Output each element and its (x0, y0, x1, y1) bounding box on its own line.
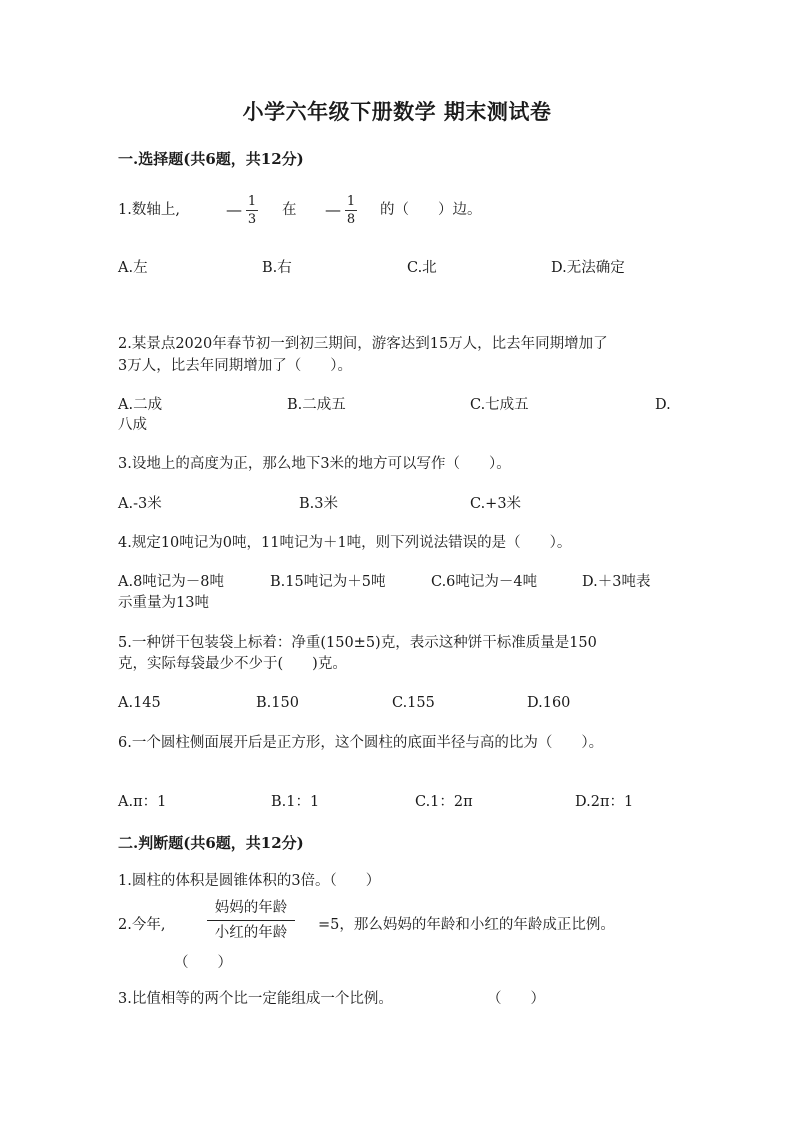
q2-option-a[interactable]: A.二成 (118, 397, 163, 413)
age-ratio-fraction (207, 898, 295, 943)
fraction-denominator: 8 (346, 212, 356, 227)
q1-option-b[interactable]: B.右 (262, 260, 292, 276)
q5-option-c[interactable]: C.155 (392, 695, 435, 711)
question-2-line1: 2.某景点2020年春节初一到初三期间，游客达到15万人，比去年同期增加了 (118, 336, 608, 352)
q2-option-b[interactable]: B.二成五 (287, 397, 346, 413)
q3-option-c[interactable]: C.+3米 (470, 496, 522, 512)
q2-option-d-wrap: 八成 (118, 417, 147, 433)
question-6-text: 6.一个圆柱侧面展开后是正方形，这个圆柱的底面半径与高的比为（ ）。 (118, 735, 604, 751)
fraction-numerator: 妈妈的年龄 (214, 900, 288, 916)
q4-option-d-wrap: 示重量为13吨 (118, 595, 209, 611)
page-title: 小学六年级下册数学 期末测试卷 (242, 99, 552, 124)
q2-option-d[interactable]: D. (655, 397, 671, 413)
question-3-text: 3.设地上的高度为正，那么地下3米的地方可以写作（ ）。 (118, 456, 511, 472)
question-2-line2: 3万人，比去年同期增加了（ ）。 (118, 358, 352, 374)
q1-option-a[interactable]: A.左 (118, 260, 148, 276)
fraction-numerator: 1 (346, 194, 356, 209)
q6-option-a[interactable]: A.π：1 (118, 794, 167, 810)
q5-option-a[interactable]: A.145 (118, 695, 161, 711)
judgement-2-prefix: 2.今年, (118, 917, 166, 933)
q2-option-c[interactable]: C.七成五 (470, 397, 529, 413)
section-heading-choice: 一.选择题(共6题，共12分) (118, 150, 304, 168)
judgement-2-answer-paren[interactable]: （ ） (174, 955, 232, 971)
q6-option-c[interactable]: C.1：2π (415, 794, 473, 810)
q5-option-b[interactable]: B.150 (256, 695, 299, 711)
q4-option-a[interactable]: A.8吨记为－8吨 (118, 574, 225, 590)
q6-option-b[interactable]: B.1：1 (271, 794, 320, 810)
fraction-denominator: 小红的年龄 (214, 925, 288, 941)
question-1-suffix: 的（ ）边。 (380, 202, 482, 218)
q1-option-d[interactable]: D.无法确定 (551, 260, 625, 276)
question-5-line1: 5.一种饼干包装袋上标着：净重(150±5)克，表示这种饼干标准质量是150 (118, 635, 597, 651)
section-heading-judgement: 二.判断题(共6题，共12分) (118, 834, 304, 852)
q3-option-a[interactable]: A.-3米 (118, 496, 162, 512)
q5-option-d[interactable]: D.160 (527, 695, 571, 711)
q6-option-d[interactable]: D.2π：1 (575, 794, 634, 810)
q3-option-b[interactable]: B.3米 (299, 496, 338, 512)
fraction-sign: — (325, 200, 341, 219)
q4-option-d[interactable]: D.＋3吨表 (582, 574, 651, 590)
q4-option-c[interactable]: C.6吨记为－4吨 (431, 574, 538, 590)
question-1-mid: 在 (282, 202, 297, 218)
fraction-numerator: 1 (247, 194, 257, 209)
q1-option-c[interactable]: C.北 (407, 260, 437, 276)
fraction-sign: — (226, 200, 242, 219)
judgement-3-answer-paren[interactable]: （ ） (487, 991, 545, 1007)
question-5-line2: 克，实际每袋最少不少于( )克。 (118, 656, 347, 672)
question-4-text: 4.规定10吨记为0吨，11吨记为＋1吨，则下列说法错误的是（ ）。 (118, 535, 572, 551)
fraction-denominator: 3 (247, 212, 257, 227)
q4-option-b[interactable]: B.15吨记为＋5吨 (270, 574, 386, 590)
fraction-one-eighth (345, 194, 357, 227)
judgement-1-text: 1.圆柱的体积是圆锥体积的3倍。（ ） (118, 873, 381, 889)
question-1-prefix: 1.数轴上, (118, 202, 180, 218)
judgement-2-suffix: =5，那么妈妈的年龄和小红的年龄成正比例。 (318, 917, 615, 933)
fraction-one-third (246, 194, 258, 227)
judgement-3-text: 3.比值相等的两个比一定能组成一个比例。 (118, 991, 393, 1007)
